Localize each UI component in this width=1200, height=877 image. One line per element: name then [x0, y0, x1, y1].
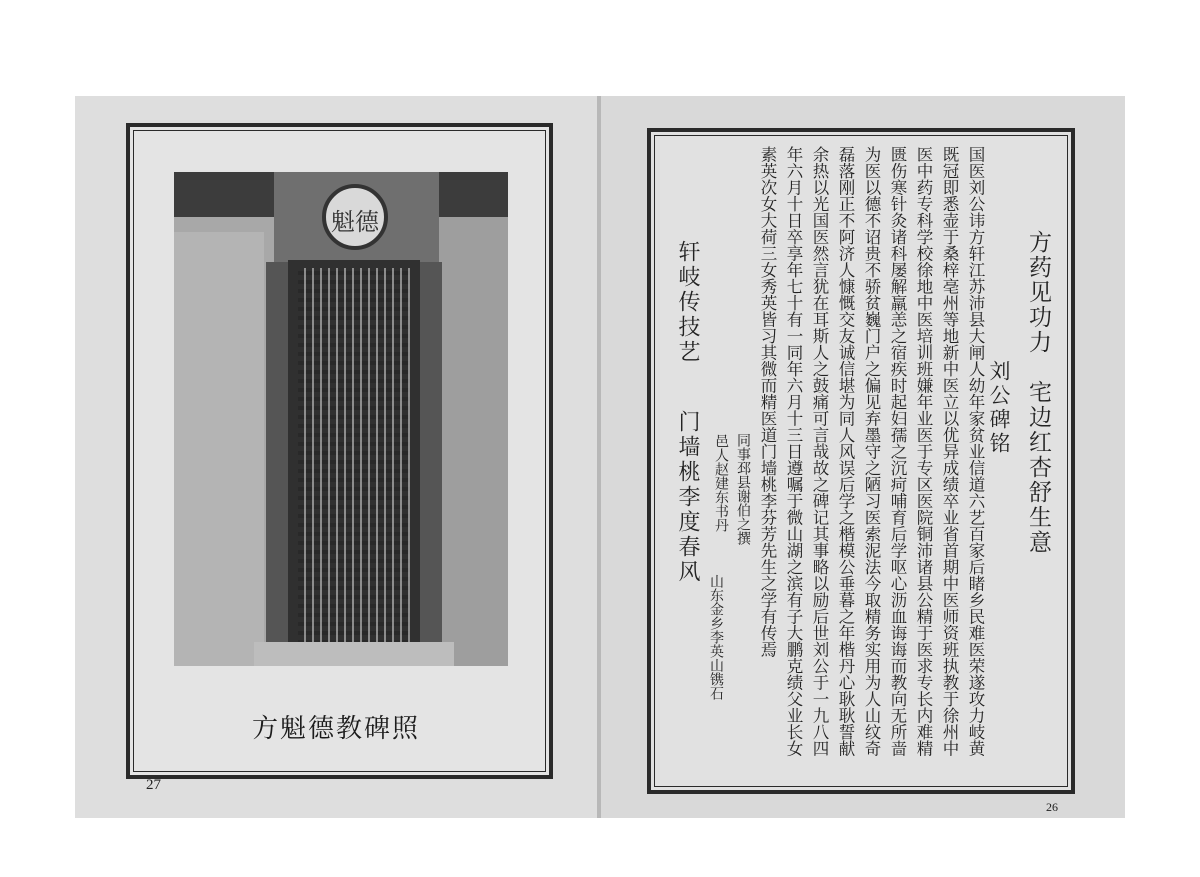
- couplet-line-1: 轩岐传技艺: [675, 240, 700, 365]
- page-number-right: 26: [1046, 800, 1058, 814]
- stele-pillar-right: [420, 262, 442, 666]
- stele-photo: [174, 172, 508, 666]
- stele-pillar-left: [266, 262, 288, 666]
- inscription-body: 国医刘公讳方轩江苏沛县大闸人幼年家贫业信道六艺百家后睹乡民难医荣遂攻力岐黄既冠即悉壶于桑梓亳州等地新中医立以优异成绩卒业省首期中医师资班执教于徐州中医中药专科学校徐地中医培训班嫌年业医于专区医院铜沛诸县公精于医求专长内难精匮伤寒针灸诸科屡解羸恙之宿疾时起妇孺之沉疴哺育后学呕心沥血诲诲而教向无所啬为医以德不诏贵不骄贫巍门户之偏见弃墨守之陋习医索泥法今取精务实用为人山纹奇磊落刚正不阿济人慷慨交友诚信堪为同人风误后学之楷模公垂暮之年楷丹心耿耿誓献余热以光国医然言犹在耳斯人之鼓痛可言哉故之碑记其事略以励后世刘公于一九八四年六月十日卒享年七十有一同年六月十三日遵嘱于微山湖之滨有子大鹏克绩父业长女素英次女大荷三女秀英皆习其微而精医道门墙桃李芬芳先生之学有传焉: [758, 146, 985, 757]
- signature-author: 同事邳县谢伯之撰: [735, 433, 751, 545]
- page-number-left: 27: [146, 777, 161, 793]
- stele-tablet: [288, 260, 420, 666]
- heading-subtitle: 刘公碑铭: [987, 360, 1011, 456]
- photo-caption: 方魁德教碑照: [252, 714, 421, 744]
- couplet-line-2: 门墙桃李度春风: [675, 410, 700, 585]
- signature-calligrapher: 邑人赵建东书丹: [713, 434, 729, 532]
- stele-seal: 魁德: [322, 184, 388, 250]
- signature-carver: 山东金乡李英山镌石: [708, 574, 724, 700]
- heading-title: 方药见功力 宅边红杏舒生意: [1025, 230, 1051, 555]
- book-gutter: [597, 96, 601, 818]
